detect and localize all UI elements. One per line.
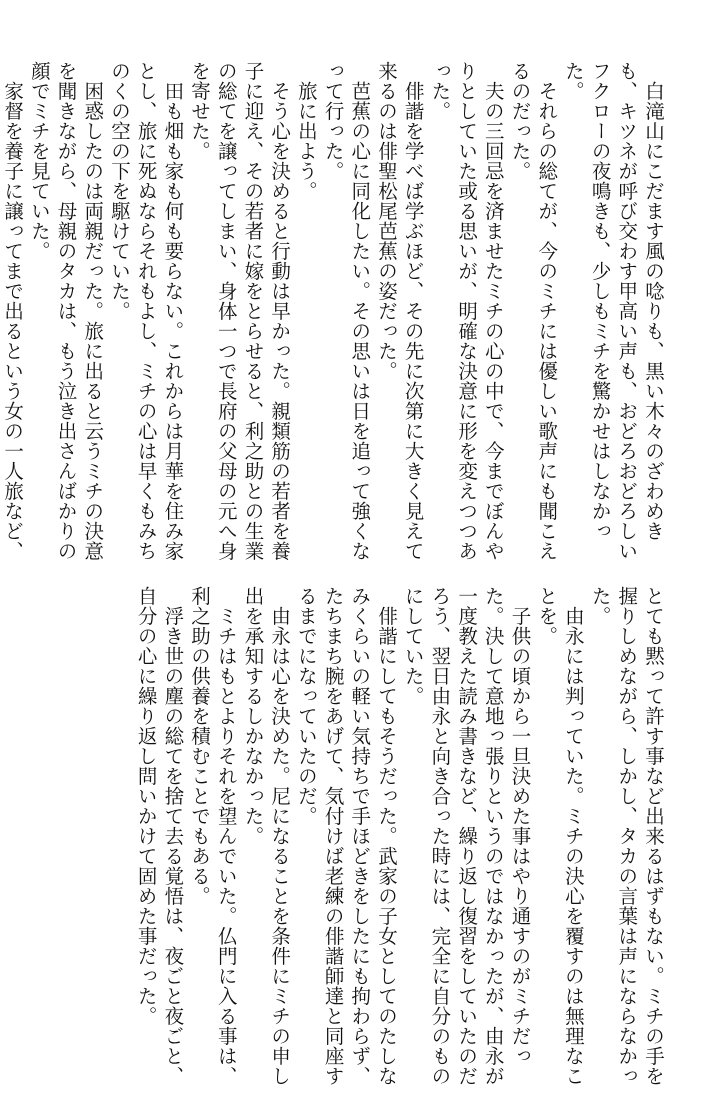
lower-text-block — [44, 586, 666, 1086]
paragraph: ミチはもとよりそれを望んでいた。仏門に入る事は、利之助の供養を積むことでもある。 — [188, 586, 238, 1086]
paragraph: 俳諧を学べば学ぶほど、その先に次第に大きく見えて来るのは俳聖松尾芭蕉の姿だった。 — [374, 61, 425, 561]
upper-text-block — [1, 61, 666, 561]
paragraph: 浮き世の塵の総てを捨て去る覚悟は、夜ごと夜ごと、自分の心に繰り返し問いかけて固めた事だった。 — [134, 586, 185, 1086]
paragraph: それらの総てが、今のミチには優しい歌声にも聞こえるのだった。 — [508, 61, 559, 561]
paragraph: 旅に出よう。 — [294, 80, 318, 201]
paragraph: 夫の三回忌を済ませたミチの心の中で、今までぼんやりとしていた或る思いが、明確な決意に形を変えつつあった。 — [428, 61, 505, 561]
paragraph: 困惑したのは両親だった。旅に出ると云うミチの決意を聞きながら、母親のタカは、もう泣き出さんばかりの顔でミチを見ていた。 — [27, 61, 105, 561]
paragraph: 由永は心を決めた。尼になることを条件にミチの申し出を承知するしかなかった。 — [241, 586, 292, 1086]
paragraph-continued: とても黙って許す事など出来るはずもない。ミチの手を握りしめながら、しかし、タカの言葉は声にならなかった。 — [588, 586, 665, 1086]
paragraph: 白滝山にこだます風の唸りも、黒い木々のざわめきも、キツネが呼び交わす甲高い声も、おどろおどろしいフクローの夜鳴きも、少しもミチを驚かせはしなかった。 — [561, 61, 665, 561]
paragraph: 田も畑も家も何も要らない。これからは月華を住み家とし、旅に死ぬならそれもよし、ミチの心は早くもみちのくの空の下を駆けていた。 — [107, 61, 185, 561]
paragraph: 俳諧にしてもそうだった。武家の子女としてのたしなみくらいの軽い気持ちで手ほどきをしたにも拘わらず、たちまち腕をあげて、気付けば老練の俳諧師達と同座するまでになっていたのだ。 — [294, 586, 398, 1086]
paragraph: 芭蕉の心に同化したい。その思いは日を追って強くなって行った。 — [321, 61, 372, 561]
paragraph: 由永には判っていた。ミチの決心を覆すのは無理なことを。 — [535, 586, 585, 1086]
paragraph: そう心を決めると行動は早かった。親類筋の若者を養子に迎え、その若者に嫁をとらせると、利之助との生業の総てを譲ってしまい、身体一つで長府の父母の元へ身を寄せた。 — [188, 61, 292, 561]
paragraph: 家督を養子に譲ってまで出るという女の一人旅など、 — [1, 80, 25, 561]
paragraph: 子供の頃から一旦決めた事はやり通すのがミチだった。決して意地っ張りというのではなかったが、由永が一度教えた読み書きなど、繰り返し復習をしていたのだろう、翌日由永と向き合った時には、完全に自分のものにしていた。 — [401, 586, 532, 1086]
